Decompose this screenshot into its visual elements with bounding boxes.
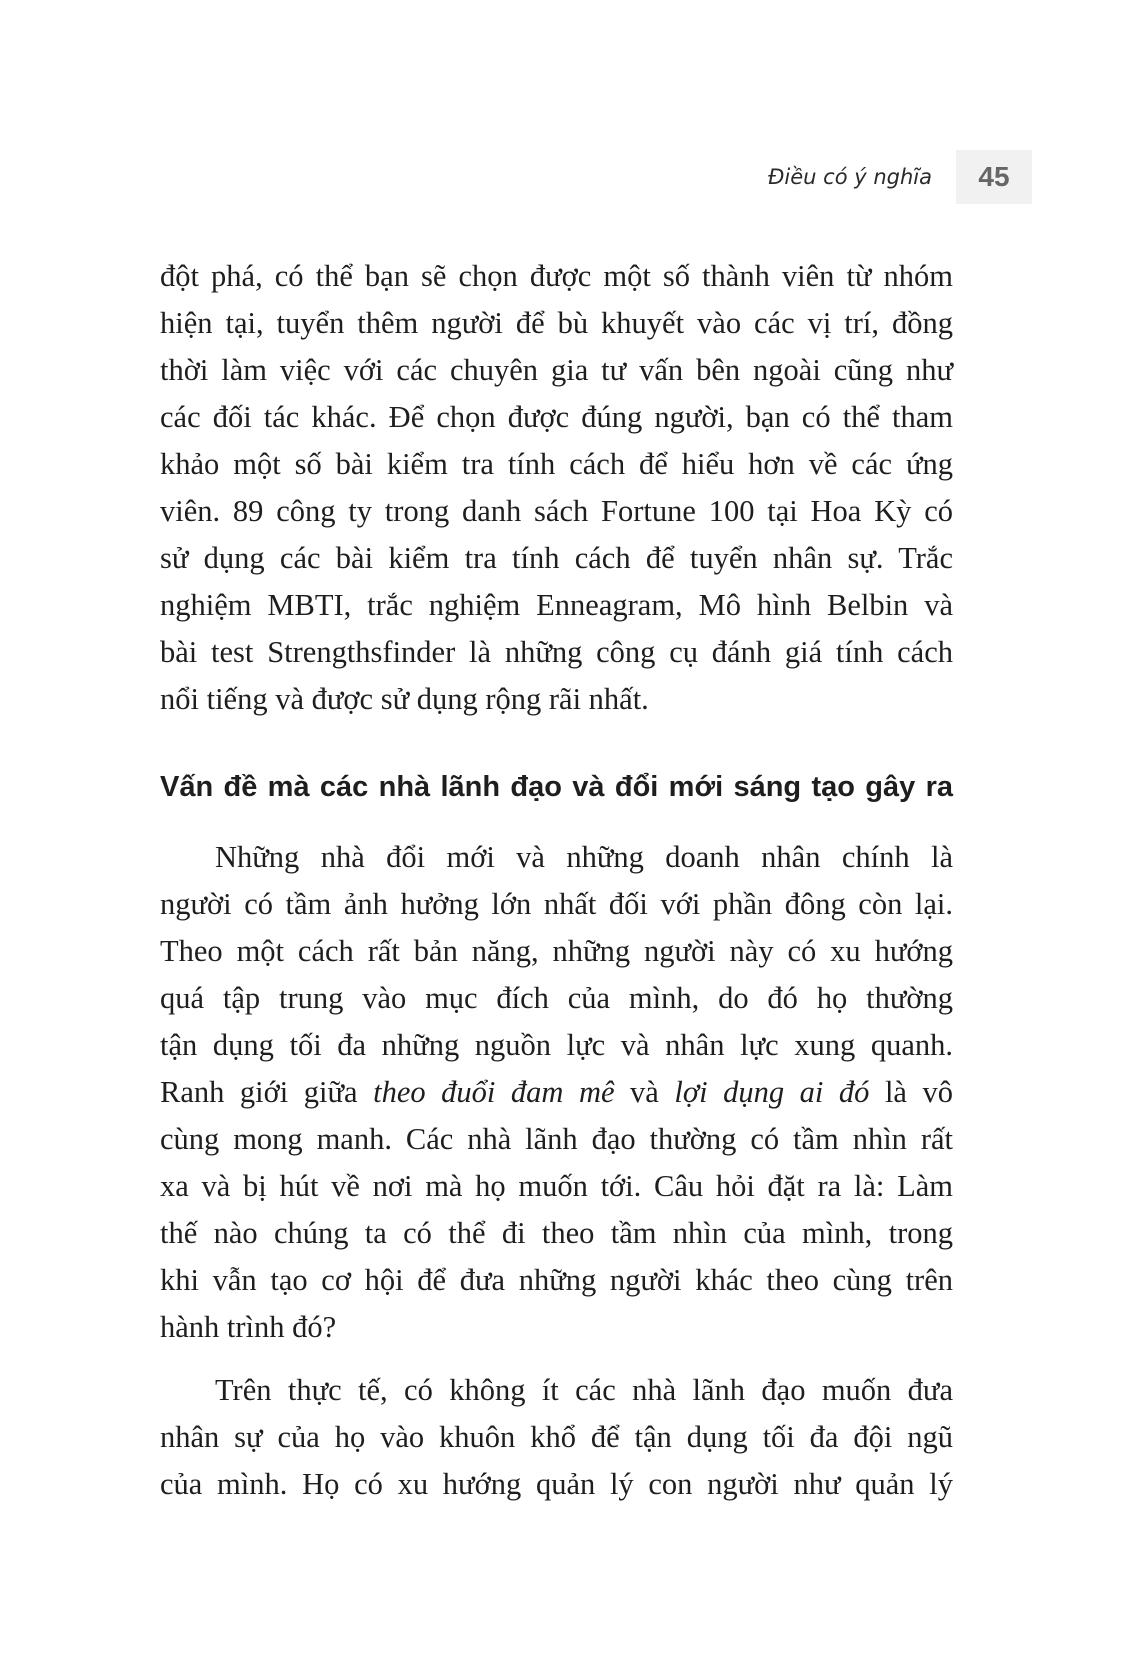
text-line: hành trình đó? xyxy=(160,1310,337,1344)
italic-run: lợi dụng ai đó xyxy=(674,1075,870,1109)
text-line: của mình. Họ có xu hướng quản lý con người như quản lý xyxy=(160,1467,953,1501)
text-line: bài test Strengthsfinder là những công cụ đánh giá tính cách xyxy=(160,635,953,669)
section-heading: Vấn đề mà các nhà lãnh đạo và đổi mới sáng tạo gây ra xyxy=(160,771,953,803)
text-line: tận dụng tối đa những nguồn lực và nhân lực xung quanh. xyxy=(160,1028,953,1062)
italic-run: theo đuổi đam mê xyxy=(373,1075,615,1109)
text-line: quá tập trung vào mục đích của mình, do đó họ thường xyxy=(160,981,953,1015)
text-line: sử dụng các bài kiểm tra tính cách để tuyển nhân sự. Trắc xyxy=(160,541,953,575)
text-line: thế nào chúng ta có thể đi theo tầm nhìn của mình, trong xyxy=(160,1216,953,1250)
text-line: viên. 89 công ty trong danh sách Fortune 100 tại Hoa Kỳ có xyxy=(160,494,953,528)
text-line: các đối tác khác. Để chọn được đúng người, bạn có thể tham xyxy=(160,400,953,434)
text-line: người có tầm ảnh hưởng lớn nhất đối với phần đông còn lại. xyxy=(160,887,953,921)
text-run: và xyxy=(614,1075,675,1109)
text-line: đột phá, có thể bạn sẽ chọn được một số thành viên từ nhóm xyxy=(160,259,953,293)
text-line: nghiệm MBTI, trắc nghiệm Enneagram, Mô hình Belbin và xyxy=(160,588,953,622)
paragraph-3 xyxy=(160,1367,953,1508)
text-line: hiện tại, tuyển thêm người để bù khuyết vào các vị trí, đồng xyxy=(160,306,953,340)
text-line: khảo một số bài kiểm tra tính cách để hiểu hơn về các ứng xyxy=(160,447,953,481)
text-line: cùng mong manh. Các nhà lãnh đạo thường có tầm nhìn rất xyxy=(160,1122,953,1156)
text-line: khi vẫn tạo cơ hội để đưa những người khác theo cùng trên xyxy=(160,1263,953,1297)
paragraph-2 xyxy=(160,834,953,1351)
running-title: Điều có ý nghĩa xyxy=(768,165,932,189)
text-line: nổi tiếng và được sử dụng rộng rãi nhất. xyxy=(160,682,649,716)
text-run: Ranh giới giữa xyxy=(160,1075,374,1109)
text-line: thời làm việc với các chuyên gia tư vấn bên ngoài cũng như xyxy=(160,353,953,387)
text-line: xa và bị hút về nơi mà họ muốn tới. Câu hỏi đặt ra là: Làm xyxy=(160,1169,953,1203)
paragraph-1 xyxy=(160,253,953,723)
text-line: nhân sự của họ vào khuôn khổ để tận dụng tối đa đội ngũ xyxy=(160,1420,953,1454)
text-run: là vô xyxy=(869,1075,953,1109)
text-line: Theo một cách rất bản năng, những người này có xu hướng xyxy=(160,934,953,968)
page-number: 45 xyxy=(956,150,1032,204)
text-line: Trên thực tế, có không ít các nhà lãnh đạo muốn đưa xyxy=(215,1373,953,1407)
text-line-mixed xyxy=(160,1069,953,1116)
text-line: Những nhà đổi mới và những doanh nhân chính là xyxy=(215,840,953,874)
